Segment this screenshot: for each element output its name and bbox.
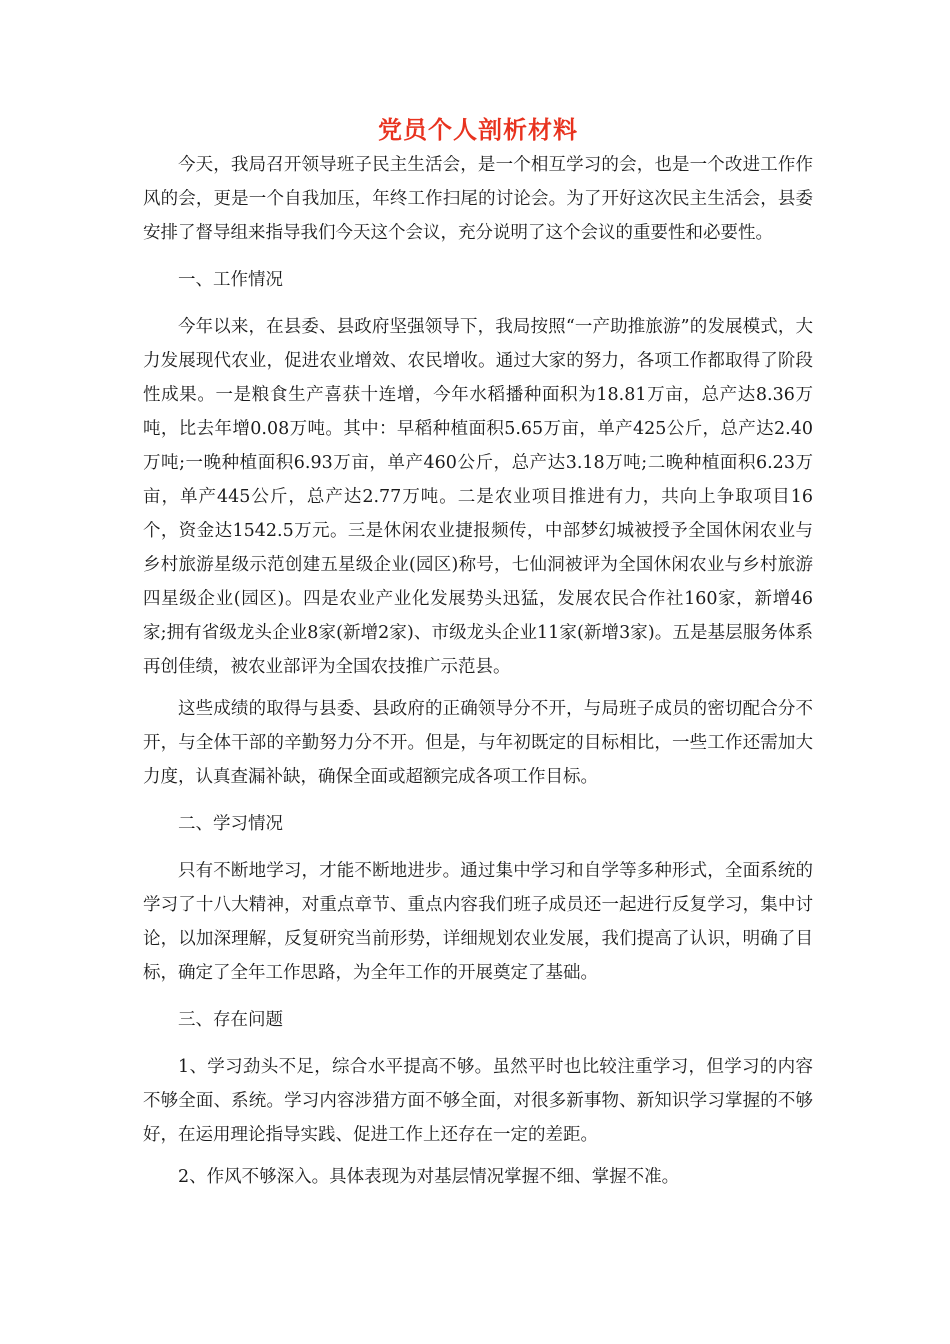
document-page	[143, 112, 813, 1194]
paragraph-problem-1: 1、学习劲头不足，综合水平提高不够。虽然平时也比较注重学习，但学习的内容不够全面、系统。学习内容涉猎方面不够全面，对很多新事物、新知识学习掌握的不够好，在运用理论指导实践、促进工作上还存在一定的差距。	[143, 1057, 813, 1145]
section-heading-study: 二、学习情况	[178, 814, 283, 834]
paragraph-work-summary: 这些成绩的取得与县委、县政府的正确领导分不开，与局班子成员的密切配合分不开，与全体干部的辛勤努力分不开。但是，与年初既定的目标相比，一些工作还需加大力度，认真查漏补缺，确保全面或超额完成各项工作目标。	[143, 699, 813, 787]
section-heading-problems: 三、存在问题	[178, 1010, 283, 1030]
paragraph-problem-2: 2、作风不够深入。具体表现为对基层情况掌握不细、掌握不准。	[178, 1167, 680, 1187]
document-title: 党员个人剖析材料	[378, 116, 578, 144]
paragraph-intro: 今天，我局召开领导班子民主生活会，是一个相互学习的会，也是一个改进工作作风的会，更是一个自我加压，年终工作扫尾的讨论会。为了开好这次民主生活会，县委安排了督导组来指导我们今天这个会议，充分说明了这个会议的重要性和必要性。	[143, 155, 813, 243]
section-heading-work: 一、工作情况	[178, 270, 283, 290]
paragraph-work-details: 今年以来，在县委、县政府坚强领导下，我局按照“一产助推旅游”的发展模式，大力发展现代农业，促进农业增效、农民增收。通过大家的努力，各项工作都取得了阶段性成果。一是粮食生产喜获十连增，今年水稻播种面积为18.81万亩，总产达8.36万吨，比去年增0.08万吨。其中：早稻种植面积5.65万亩，单产425公斤，总产达2.40万吨;一晚种植面积6.93万亩，单产460公斤，总产达3.18万吨;二晚种植面积6.23万亩，单产445公斤，总产达2.77万吨。二是农业项目推进有力，共向上争取项目16个，资金达1542.5万元。三是休闲农业捷报频传，中部梦幻城被授予全国休闲农业与乡村旅游星级示范创建五星级企业(园区)称号，七仙洞被评为全国休闲农业与乡村旅游四星级企业(园区)。四是农业产业化发展势头迅猛，发展农民合作社160家，新增46家;拥有省级龙头企业8家(新增2家)、市级龙头企业11家(新增3家)。五是基层服务体系再创佳绩，被农业部评为全国农技推广示范县。	[143, 317, 813, 677]
paragraph-study: 只有不断地学习，才能不断地进步。通过集中学习和自学等多种形式，全面系统的学习了十八大精神，对重点章节、重点内容我们班子成员还一起进行反复学习，集中讨论，以加深理解，反复研究当前形势，详细规划农业发展，我们提高了认识，明确了目标，确定了全年工作思路，为全年工作的开展奠定了基础。	[143, 861, 813, 983]
